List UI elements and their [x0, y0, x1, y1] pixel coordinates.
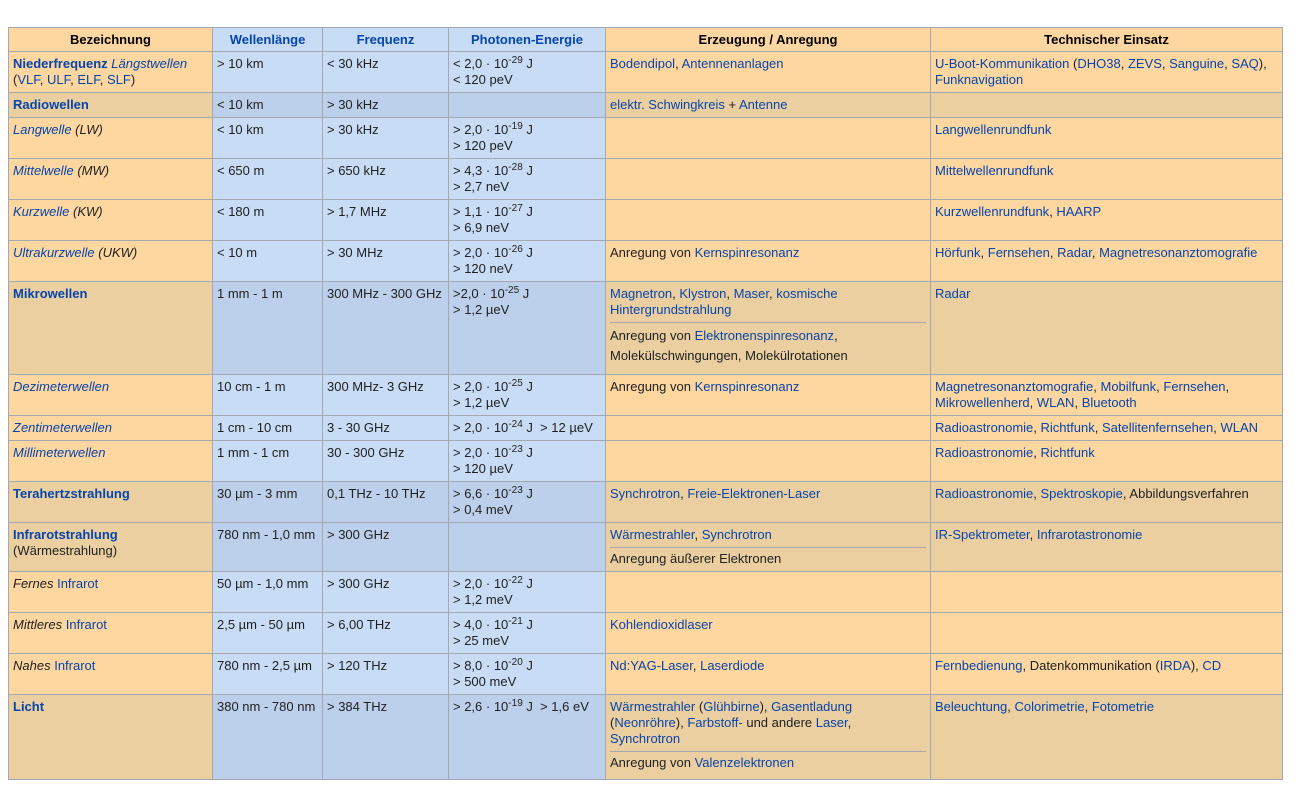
link-licht[interactable]: Licht	[13, 699, 45, 714]
cell-usage: Fernbedienung, Datenkommunikation (IRDA), CD	[931, 654, 1283, 695]
link-maser[interactable]: Maser	[733, 286, 769, 301]
spectrum-table	[8, 27, 1283, 780]
link-radioastronomie[interactable]: Radioastronomie	[935, 420, 1034, 435]
link-farbstoff[interactable]: Farbstoff-	[687, 715, 743, 730]
link-laser[interactable]: Laser	[815, 715, 848, 730]
link-radioastronomie[interactable]: Radioastronomie	[935, 486, 1034, 501]
cell-frequency: > 650 kHz	[323, 159, 449, 200]
cell-wavelength: 1 cm - 10 cm	[213, 416, 323, 441]
cell-name: Niederfrequenz Längstwellen (VLF, ULF, ELF, SLF)	[9, 52, 213, 93]
link-beleuchtung[interactable]: Beleuchtung	[935, 699, 1008, 714]
link-waermestrahler[interactable]: Wärmestrahler	[610, 699, 696, 714]
energy-joule: > 2,0 · 10	[453, 122, 509, 137]
cell-usage	[931, 159, 1283, 200]
energy-unit: J	[522, 445, 533, 460]
cell-energy	[449, 695, 606, 780]
energy-exponent: -21	[508, 616, 523, 627]
name-prefix: Nahes	[13, 658, 55, 673]
cell-frequency: > 384 THz	[323, 695, 449, 780]
cell-usage	[931, 572, 1283, 613]
link-mrt[interactable]: Magnetresonanztomografie	[1099, 245, 1258, 260]
cell-frequency: 300 MHz- 3 GHz	[323, 375, 449, 416]
generation-subsection	[610, 751, 926, 771]
cell-usage: Hörfunk, Fernsehen, Radar, Magnetresonanztomografie	[931, 241, 1283, 282]
cell-usage: U-Boot-Kommunikation (DHO38, ZEVS, Sanguine, SAQ), Funknavigation	[931, 52, 1283, 93]
cell-energy	[449, 241, 606, 282]
link-gasentladung[interactable]: Gasentladung	[771, 699, 853, 714]
cell-name	[9, 118, 213, 159]
energy-joule: > 2,0 · 10	[453, 379, 509, 394]
cell-usage: Beleuchtung, Colorimetrie, Fotometrie	[931, 695, 1283, 780]
cell-wavelength: 780 nm - 2,5 µm	[213, 654, 323, 695]
cell-usage: Radioastronomie, Richtfunk	[931, 441, 1283, 482]
cell-wavelength: 30 µm - 3 mm	[213, 482, 323, 523]
cell-wavelength: < 650 m	[213, 159, 323, 200]
energy-joule: > 6,6 · 10	[453, 486, 509, 501]
abbr-close: )	[130, 72, 136, 87]
cell-frequency: > 300 GHz	[323, 572, 449, 613]
link-hintergrundstrahlung[interactable]: kosmische Hintergrundstrahlung	[610, 286, 838, 317]
header-wellenlaenge[interactable]	[213, 28, 323, 52]
link-colorimetrie[interactable]: Colorimetrie	[1014, 699, 1085, 714]
link-mittelwellenrundfunk[interactable]: Mittelwellenrundfunk	[935, 163, 1054, 178]
cell-wavelength: 2,5 µm - 50 µm	[213, 613, 323, 654]
link-elf[interactable]: ELF	[77, 72, 100, 87]
link-infrarot[interactable]: Infrarot	[57, 576, 99, 591]
cell-generation	[606, 375, 931, 416]
cell-wavelength: < 10 m	[213, 241, 323, 282]
link-mittelwelle[interactable]: Mittelwelle	[13, 163, 74, 178]
cell-generation: Wärmestrahler, Synchrotron Anregung äußerer Elektronen	[606, 523, 931, 572]
table-row	[9, 441, 1283, 482]
cell-energy	[449, 613, 606, 654]
name-prefix: Mittleres	[13, 617, 66, 632]
cell-name	[9, 572, 213, 613]
link-mikrowellenherd[interactable]: Mikrowellenherd	[935, 395, 1030, 410]
energy-ev: > 120 µeV	[453, 461, 513, 476]
energy-unit: J	[522, 245, 533, 260]
energy-unit: J	[519, 286, 530, 301]
link-richtfunk[interactable]: Richtfunk	[1040, 420, 1095, 435]
table-row	[9, 282, 1283, 375]
link-millimeterwellen[interactable]: Millimeterwellen	[13, 445, 106, 460]
energy-ev: > 2,7 neV	[453, 179, 510, 194]
cell-frequency: < 30 kHz	[323, 52, 449, 93]
header-wellenlaenge-link[interactable]: Wellenlänge	[229, 32, 306, 47]
energy-unit: J	[522, 122, 533, 137]
cell-usage	[931, 118, 1283, 159]
energy-joule: >2,0 · 10	[453, 286, 505, 301]
table-row	[9, 241, 1283, 282]
link-dezimeterwellen[interactable]: Dezimeterwellen	[13, 379, 110, 394]
link-fernsehen[interactable]: Fernsehen	[1163, 379, 1226, 394]
link-synchrotron[interactable]: Synchrotron	[610, 731, 681, 746]
link-laserdiode[interactable]: Laserdiode	[700, 658, 765, 673]
energy-joule: > 2,0 · 10	[453, 420, 509, 435]
link-ulf[interactable]: ULF	[46, 72, 71, 87]
link-antennenanlagen[interactable]: Antennenanlagen	[681, 56, 784, 71]
link-fernsehen[interactable]: Fernsehen	[987, 245, 1050, 260]
energy-exponent: -24	[508, 419, 523, 430]
cell-energy	[449, 159, 606, 200]
energy-ev: > 1,6 eV	[532, 699, 589, 714]
table-row	[9, 200, 1283, 241]
link-irda[interactable]: IRDA	[1159, 658, 1191, 673]
link-fel[interactable]: Freie-Elektronen-Laser	[687, 486, 821, 501]
link-fotometrie[interactable]: Fotometrie	[1091, 699, 1154, 714]
header-frequenz-link[interactable]: Frequenz	[356, 32, 415, 47]
cell-generation: Nd:YAG-Laser, Laserdiode	[606, 654, 931, 695]
link-terahertzstrahlung[interactable]: Terahertzstrahlung	[13, 486, 130, 501]
header-bezeichnung: Bezeichnung	[9, 28, 213, 52]
cell-energy	[449, 416, 606, 441]
link-kernspinresonanz[interactable]: Kernspinresonanz	[694, 245, 800, 260]
link-laengstwellen[interactable]: Längstwellen	[111, 56, 188, 71]
cell-usage: Kurzwellenrundfunk, HAARP	[931, 200, 1283, 241]
energy-ev: > 1,2 meV	[453, 592, 513, 607]
link-wlan[interactable]: WLAN	[1220, 420, 1259, 435]
energy-exponent: -27	[508, 203, 523, 214]
cell-frequency: 300 MHz - 300 GHz	[323, 282, 449, 375]
energy-joule: > 8,0 · 10	[453, 658, 509, 673]
link-bluetooth[interactable]: Bluetooth	[1081, 395, 1137, 410]
energy-unit: J	[522, 420, 533, 435]
use-mid: Datenkommunikation (	[1029, 658, 1160, 673]
energy-exponent: -25	[504, 285, 520, 296]
table-row	[9, 482, 1283, 523]
energy-ev: > 25 meV	[453, 633, 510, 648]
cell-name	[9, 695, 213, 780]
link-gluehbirne[interactable]: Glühbirne	[703, 699, 760, 714]
link-kernspinresonanz[interactable]: Kernspinresonanz	[694, 379, 800, 394]
table-row	[9, 93, 1283, 118]
cell-name	[9, 654, 213, 695]
energy-exponent: -20	[508, 657, 523, 668]
energy-exponent: -28	[508, 162, 523, 173]
header-photonen-energie[interactable]	[449, 28, 606, 52]
cell-generation: Magnetron, Klystron, Maser, kosmische Hintergrundstrahlung Anregung von Elektronenspinresonanz, Molekülschwingungen, Molekülrotationen	[606, 282, 931, 375]
plus-sign: +	[724, 97, 739, 112]
table-row	[9, 375, 1283, 416]
cell-name	[9, 441, 213, 482]
cell-frequency: > 120 THz	[323, 654, 449, 695]
cell-wavelength: 50 µm - 1,0 mm	[213, 572, 323, 613]
header-erzeugung: Erzeugung / Anregung	[606, 28, 931, 52]
gen-text: Anregung von	[610, 245, 695, 260]
link-schwingkreis[interactable]: elektr. Schwingkreis	[610, 97, 725, 112]
cell-name	[9, 523, 213, 572]
link-niederfrequenz[interactable]: Niederfrequenz	[13, 56, 108, 71]
cell-frequency: 0,1 THz - 10 THz	[323, 482, 449, 523]
energy-unit: J	[522, 576, 533, 591]
energy-exponent: -23	[508, 444, 523, 455]
link-synchrotron[interactable]: Synchrotron	[610, 486, 681, 501]
cell-wavelength: 1 mm - 1 cm	[213, 441, 323, 482]
cell-frequency: > 30 kHz	[323, 93, 449, 118]
table-row	[9, 613, 1283, 654]
energy-joule: > 2,0 · 10	[453, 245, 509, 260]
cell-name	[9, 93, 213, 118]
link-sanguine[interactable]: Sanguine	[1169, 56, 1225, 71]
link-bodendipol[interactable]: Bodendipol	[610, 56, 676, 71]
link-zentimeterwellen[interactable]: Zentimeterwellen	[13, 420, 112, 435]
energy-ev: > 500 meV	[453, 674, 517, 689]
cell-usage: IR-Spektrometer, Infrarotastronomie	[931, 523, 1283, 572]
link-langwelle[interactable]: Langwelle	[13, 122, 72, 137]
energy-joule: > 1,1 · 10	[453, 204, 509, 219]
abbr-ukw: (UKW)	[98, 245, 138, 260]
cell-name	[9, 416, 213, 441]
energy-ev: > 12 µeV	[532, 420, 593, 435]
cell-energy	[449, 654, 606, 695]
energy-unit: J	[522, 486, 533, 501]
link-slf[interactable]: SLF	[106, 72, 131, 87]
link-mrt[interactable]: Magnetresonanztomografie	[935, 379, 1094, 394]
cell-generation	[606, 118, 931, 159]
cell-name	[9, 282, 213, 375]
link-infrarotastronomie[interactable]: Infrarotastronomie	[1036, 527, 1143, 542]
link-hoerfunk[interactable]: Hörfunk	[935, 245, 981, 260]
link-klystron[interactable]: Klystron	[679, 286, 727, 301]
gen-tail: Molekülschwingungen, Molekülrotationen	[610, 348, 848, 363]
link-antenne[interactable]: Antenne	[739, 97, 788, 112]
link-infrarot[interactable]: Infrarot	[65, 617, 107, 632]
gen-text: Anregung von	[610, 328, 695, 343]
generation-subsection: Anregung von Elektronenspinresonanz, Molekülschwingungen, Molekülrotationen	[610, 322, 926, 366]
cell-name	[9, 159, 213, 200]
cell-name	[9, 241, 213, 282]
cell-name	[9, 613, 213, 654]
table-row	[9, 52, 1283, 93]
link-infrarotstrahlung[interactable]: Infrarotstrahlung	[13, 527, 118, 542]
cell-generation	[606, 93, 931, 118]
cell-wavelength: 10 cm - 1 m	[213, 375, 323, 416]
link-ir-spektrometer[interactable]: IR-Spektrometer	[935, 527, 1030, 542]
link-haarp[interactable]: HAARP	[1056, 204, 1102, 219]
energy-joule: > 4,3 · 10	[453, 163, 509, 178]
energy-unit: J	[522, 204, 533, 219]
cell-generation: Synchrotron, Freie-Elektronen-Laser	[606, 482, 931, 523]
cell-wavelength: < 10 km	[213, 93, 323, 118]
cell-energy	[449, 282, 606, 375]
energy-unit: J	[522, 658, 533, 673]
table-header-row	[9, 28, 1283, 52]
energy-joule: < 2,0 · 10	[453, 56, 509, 71]
link-mikrowellen[interactable]: Mikrowellen	[13, 286, 88, 301]
link-radar[interactable]: Radar	[935, 286, 971, 301]
cell-energy	[449, 441, 606, 482]
use-tail: Abbildungsverfahren	[1129, 486, 1249, 501]
energy-unit: J	[522, 56, 533, 71]
cell-frequency: 3 - 30 GHz	[323, 416, 449, 441]
link-radiowellen[interactable]: Radiowellen	[13, 97, 89, 112]
cell-name	[9, 200, 213, 241]
cell-energy	[449, 572, 606, 613]
cell-frequency: > 300 GHz	[323, 523, 449, 572]
cell-energy	[449, 523, 606, 572]
link-satellitenfernsehen[interactable]: Satellitenfernsehen	[1101, 420, 1214, 435]
cell-wavelength: < 10 km	[213, 118, 323, 159]
energy-unit: J	[522, 379, 533, 394]
cell-generation	[606, 200, 931, 241]
link-magnetron[interactable]: Magnetron	[610, 286, 673, 301]
link-neonroehre[interactable]: Neonröhre	[614, 715, 676, 730]
cell-frequency: 30 - 300 GHz	[323, 441, 449, 482]
link-dho38[interactable]: DHO38	[1077, 56, 1121, 71]
energy-ev: > 1,2 µeV	[453, 302, 510, 317]
cell-energy	[449, 93, 606, 118]
link-ultrakurzwelle[interactable]: Ultrakurzwelle	[13, 245, 95, 260]
link-kurzwelle[interactable]: Kurzwelle	[13, 204, 70, 219]
gen-text: Anregung von	[610, 379, 695, 394]
energy-joule: > 4,0 · 10	[453, 617, 509, 632]
cell-wavelength: < 180 m	[213, 200, 323, 241]
abbr-kw: (KW)	[72, 204, 103, 219]
table-row	[9, 159, 1283, 200]
energy-exponent: -22	[508, 575, 523, 586]
link-cd[interactable]: CD	[1202, 658, 1222, 673]
link-zevs[interactable]: ZEVS	[1127, 56, 1162, 71]
abbr-open: (	[13, 72, 18, 87]
abbr-mw: (MW)	[77, 163, 110, 178]
link-funknavigation[interactable]: Funknavigation	[935, 72, 1024, 87]
table-row	[9, 572, 1283, 613]
energy-exponent: -19	[508, 698, 523, 709]
link-radioastronomie[interactable]: Radioastronomie	[935, 445, 1034, 460]
cell-wavelength: 780 nm - 1,0 mm	[213, 523, 323, 572]
cell-usage: Radioastronomie, Richtfunk, Satellitenfernsehen, WLAN	[931, 416, 1283, 441]
header-frequenz[interactable]	[323, 28, 449, 52]
cell-generation: Bodendipol, Antennenanlagen	[606, 52, 931, 93]
cell-usage	[931, 282, 1283, 375]
link-mobilfunk[interactable]: Mobilfunk	[1100, 379, 1157, 394]
energy-joule: > 2,6 · 10	[453, 699, 509, 714]
energy-unit: J	[522, 699, 533, 714]
cell-generation	[606, 572, 931, 613]
energy-exponent: -25	[508, 378, 523, 389]
energy-ev: > 120 peV	[453, 138, 513, 153]
link-wlan[interactable]: WLAN	[1036, 395, 1075, 410]
energy-ev: > 0,4 meV	[453, 502, 513, 517]
cell-wavelength: 380 nm - 780 nm	[213, 695, 323, 780]
cell-frequency: > 30 MHz	[323, 241, 449, 282]
cell-energy	[449, 482, 606, 523]
table-row	[9, 695, 1283, 780]
cell-usage: Radioastronomie, Spektroskopie, Abbildungsverfahren	[931, 482, 1283, 523]
cell-name	[9, 482, 213, 523]
header-photonen-energie-link[interactable]: Photonen-Energie	[471, 32, 583, 47]
energy-exponent: -26	[508, 244, 523, 255]
link-infrarot[interactable]: Infrarot	[54, 658, 96, 673]
gen-text: Anregung von	[610, 755, 695, 770]
cell-energy	[449, 375, 606, 416]
cell-energy	[449, 200, 606, 241]
cell-generation	[606, 159, 931, 200]
energy-ev: > 1,2 µeV	[453, 395, 510, 410]
cell-generation	[606, 441, 931, 482]
cell-generation	[606, 613, 931, 654]
link-saq[interactable]: SAQ	[1231, 56, 1259, 71]
link-elektronenspinresonanz[interactable]: Elektronenspinresonanz	[694, 328, 835, 343]
energy-unit: J	[522, 617, 533, 632]
energy-exponent: -29	[508, 55, 523, 66]
link-vlf[interactable]: VLF	[17, 72, 40, 87]
cell-wavelength: > 10 km	[213, 52, 323, 93]
energy-ev: < 120 peV	[453, 72, 513, 87]
link-ndyag-laser[interactable]: Nd:YAG-Laser	[610, 658, 693, 673]
link-spektroskopie[interactable]: Spektroskopie	[1040, 486, 1123, 501]
cell-frequency: > 1,7 MHz	[323, 200, 449, 241]
gen-text: Anregung äußerer Elektronen	[610, 551, 782, 566]
cell-wavelength: 1 mm - 1 m	[213, 282, 323, 375]
energy-ev: > 6,9 neV	[453, 220, 510, 235]
cell-generation: Wärmestrahler (Glühbirne), Gasentladung (Neonröhre), Farbstoff- und andere Laser, Synchrotron Anregung von Valenzelektronen	[606, 695, 931, 780]
gen-mid: und andere	[742, 715, 816, 730]
header-technischer-einsatz: Technischer Einsatz	[931, 28, 1283, 52]
table-row	[9, 118, 1283, 159]
cell-usage	[931, 93, 1283, 118]
cell-energy	[449, 118, 606, 159]
link-waermestrahler[interactable]: Wärmestrahler	[610, 527, 695, 542]
energy-exponent: -23	[508, 485, 523, 496]
link-langwellenrundfunk[interactable]: Langwellenrundfunk	[935, 122, 1052, 137]
link-valenzelektronen[interactable]: Valenzelektronen	[694, 755, 795, 770]
cell-usage: Magnetresonanztomografie, Mobilfunk, Fernsehen, Mikrowellenherd, WLAN, Bluetooth	[931, 375, 1283, 416]
link-kohlendioxidlaser[interactable]: Kohlendioxidlaser	[610, 617, 713, 632]
name-prefix: Fernes	[13, 576, 58, 591]
link-fernbedienung[interactable]: Fernbedienung	[935, 658, 1023, 673]
energy-ev: > 120 neV	[453, 261, 513, 276]
cell-energy	[449, 52, 606, 93]
cell-frequency: > 6,00 THz	[323, 613, 449, 654]
link-synchrotron[interactable]: Synchrotron	[701, 527, 772, 542]
cell-frequency: > 30 kHz	[323, 118, 449, 159]
link-uboot[interactable]: U-Boot-Kommunikation	[935, 56, 1070, 71]
abbr-lw: (LW)	[75, 122, 103, 137]
cell-generation	[606, 416, 931, 441]
table-row	[9, 654, 1283, 695]
name-sub: (Wärmestrahlung)	[13, 543, 118, 558]
generation-subsection	[610, 547, 926, 567]
table-row	[9, 416, 1283, 441]
energy-joule: > 2,0 · 10	[453, 445, 509, 460]
cell-name	[9, 375, 213, 416]
energy-exponent: -19	[508, 121, 523, 132]
cell-usage	[931, 613, 1283, 654]
energy-joule: > 2,0 · 10	[453, 576, 509, 591]
cell-generation	[606, 241, 931, 282]
link-richtfunk[interactable]: Richtfunk	[1040, 445, 1095, 460]
link-kurzwellenrundfunk[interactable]: Kurzwellenrundfunk	[935, 204, 1050, 219]
energy-unit: J	[522, 163, 533, 178]
link-radar[interactable]: Radar	[1057, 245, 1092, 260]
table-row	[9, 523, 1283, 572]
